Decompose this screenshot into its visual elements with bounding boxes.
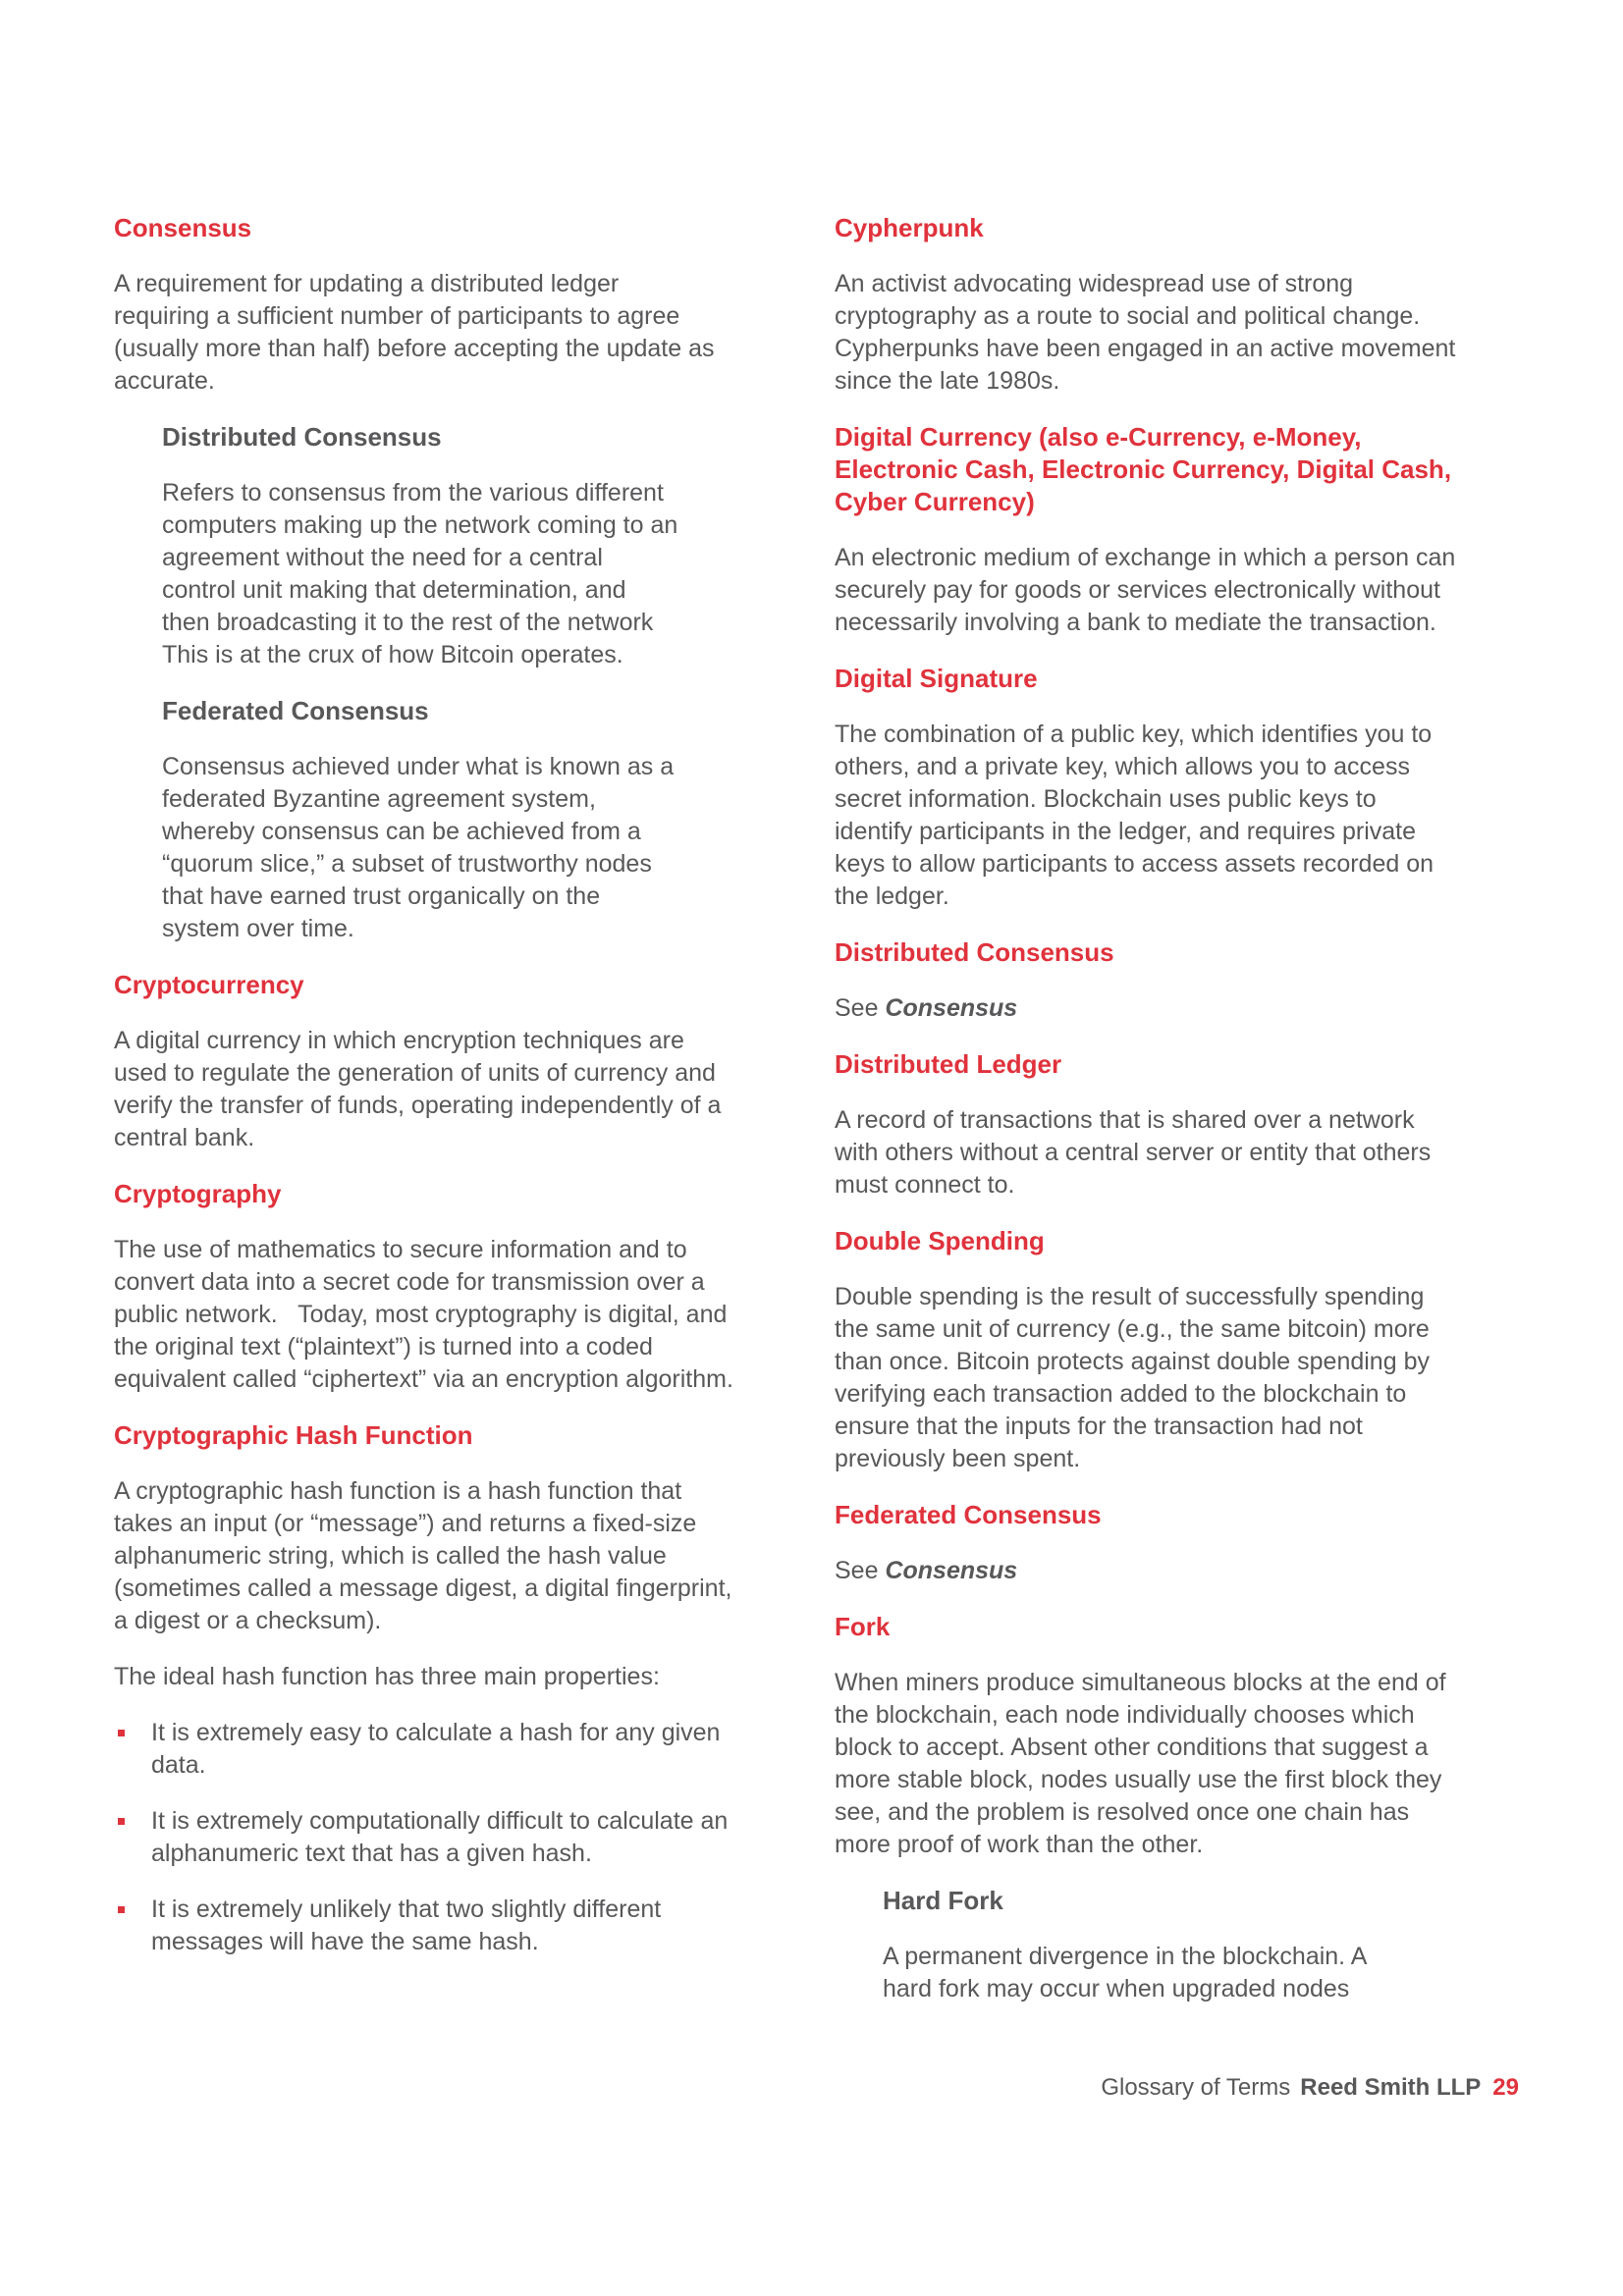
term-heading: Cryptocurrency xyxy=(114,970,304,999)
term-heading: Fork xyxy=(835,1612,891,1641)
firm-name: Reed Smith LLP xyxy=(1300,2074,1482,2101)
term-definition: The combination of a public key, which identifies you to others, and a private key, which allows you to access secret information. Blockchain uses public keys to identify participants in the ledger, and requires private keys to allow participants to access assets recorded on the ledger. xyxy=(835,721,1434,910)
see-reference xyxy=(835,992,1542,1025)
bullet-item xyxy=(114,1805,821,1870)
term-definition: Double spending is the result of successfully spending the same unit of currency (e.g., the same bitcoin) more than once. Bitcoin protects against double spending by verifying each transaction added to the blockchain to ensure that the inputs for the transaction had not previously been spent. xyxy=(835,1283,1430,1472)
cross-reference-link[interactable]: Consensus xyxy=(885,994,1018,1022)
right-column xyxy=(835,212,1542,2029)
bullet-icon xyxy=(118,1818,125,1825)
page-number: 29 xyxy=(1492,2074,1519,2101)
bullet-icon xyxy=(118,1730,125,1736)
bullet-text: It is extremely computationally difficult to calculate an alphanumeric text that has a given hash. xyxy=(151,1807,729,1867)
term-heading: Consensus xyxy=(114,213,252,242)
subterm-heading: Federated Consensus xyxy=(162,696,429,725)
term-heading: Double Spending xyxy=(835,1226,1045,1255)
subterm-definition: Refers to consensus from the various different computers making up the network coming to an agreement without the need for a central control unit making that determination, and then broadcasting it to the rest of the network This is at the crux of how Bitcoin operates. xyxy=(162,479,678,668)
bullet-text: It is extremely unlikely that two slightly different messages will have the same hash. xyxy=(151,1896,662,1955)
term-heading: Digital Currency (also e-Currency, e-Money, Electronic Cash, Electronic Currency, Digital Cash, Cyber Currency) xyxy=(835,422,1452,516)
bullet-text: It is extremely easy to calculate a hash for any given data. xyxy=(151,1719,721,1779)
term-definition: The ideal hash function has three main properties: xyxy=(114,1663,660,1690)
term-definition: A requirement for updating a distributed ledger requiring a sufficient number of participants to agree (usually more than half) before accepting the update as accurate. xyxy=(114,270,715,395)
term-definition: A digital currency in which encryption techniques are used to regulate the generation of units of currency and verify the transfer of funds, operating independently of a central bank. xyxy=(114,1027,722,1151)
term-definition: An electronic medium of exchange in which a person can securely pay for goods or services electronically without necessarily involving a bank to mediate the transaction. xyxy=(835,544,1456,636)
see-label: See xyxy=(835,994,886,1022)
bullet-icon xyxy=(118,1906,125,1913)
term-definition: A cryptographic hash function is a hash function that takes an input (or “message”) and returns a fixed-size alphanumeric string, which is called the hash value (sometimes called a message digest, a digital fingerprint, a digest or a checksum). xyxy=(114,1477,732,1634)
term-heading: Cryptography xyxy=(114,1179,282,1208)
term-definition: When miners produce simultaneous blocks at the end of the blockchain, each node individually chooses which block to accept. Absent other conditions that suggest a more stable block, nodes usually use the first block they see, and the problem is resolved once one chain has more proof of work than the other. xyxy=(835,1669,1446,1858)
term-heading: Cryptographic Hash Function xyxy=(114,1420,473,1450)
document-title: Glossary of Terms xyxy=(1101,2074,1291,2101)
cross-reference-link[interactable]: Consensus xyxy=(885,1557,1018,1584)
bullet-item xyxy=(114,1894,821,1958)
term-heading: Federated Consensus xyxy=(835,1500,1102,1529)
term-heading: Distributed Ledger xyxy=(835,1049,1062,1079)
term-heading: Digital Signature xyxy=(835,664,1038,693)
term-definition: The use of mathematics to secure information and to convert data into a secret code for transmission over a public network. Today, most cryptography is digital, and the original text (“plaintext”) is turned into a coded equivalent called “ciphertext” via an encryption algorithm. xyxy=(114,1236,733,1393)
subterm-definition: Consensus achieved under what is known as a federated Byzantine agreement system, whereby consensus can be achieved from a “quorum slice,” a subset of trustworthy nodes that have earned trust organically on the system over time. xyxy=(162,753,675,942)
term-definition: A record of transactions that is shared over a network with others without a central server or entity that others must connect to. xyxy=(835,1106,1432,1199)
page-footer xyxy=(1101,2071,1519,2104)
term-definition: An activist advocating widespread use of strong cryptography as a route to social and political change. Cypherpunks have been engaged in an active movement since the late 1980s. xyxy=(835,270,1456,395)
subterm-heading: Hard Fork xyxy=(883,1886,1003,1915)
subterm-definition: A permanent divergence in the blockchain. A hard fork may occur when upgraded nodes xyxy=(883,1943,1368,2002)
term-heading: Cypherpunk xyxy=(835,213,984,242)
see-reference xyxy=(835,1555,1542,1587)
see-label: See xyxy=(835,1557,886,1584)
left-column xyxy=(114,212,821,1982)
bullet-item xyxy=(114,1717,821,1782)
subterm-heading: Distributed Consensus xyxy=(162,422,442,452)
term-heading: Distributed Consensus xyxy=(835,937,1114,967)
